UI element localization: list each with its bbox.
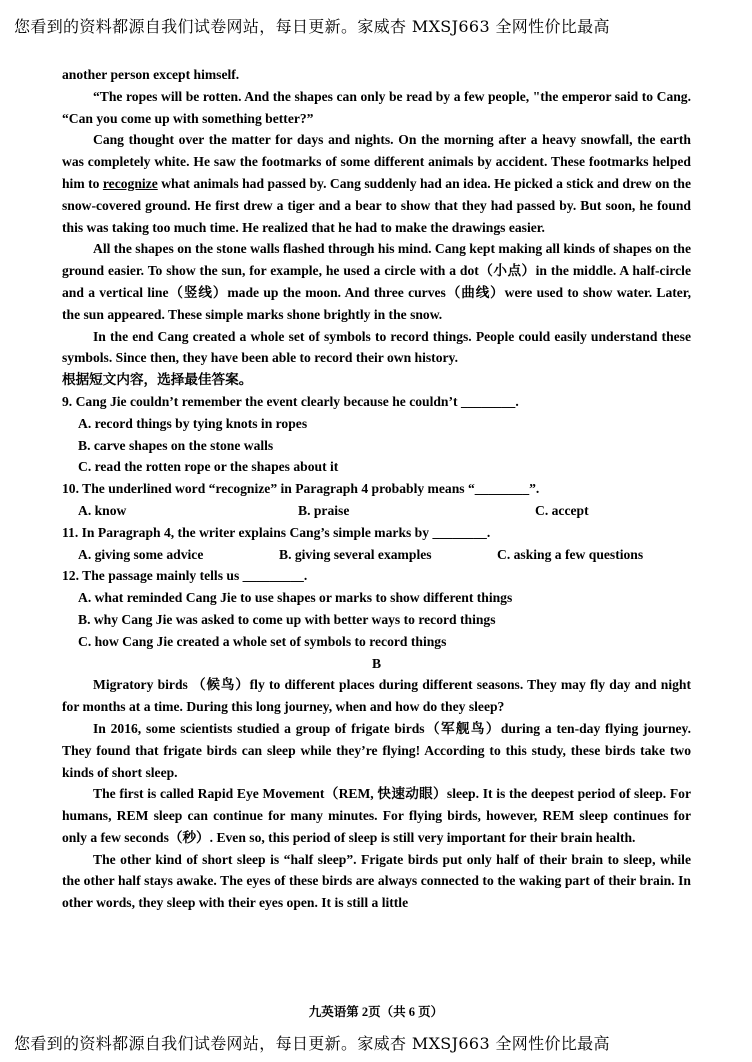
question-10-options xyxy=(62,500,691,522)
page-content xyxy=(62,64,691,914)
passage-b-paragraph-1: Migratory birds （候鸟）fly to different places during different seasons. They may fly day and night for months at a time. During this long journey, when and how do they sleep? xyxy=(62,677,691,715)
passage-b-paragraph-4: The other kind of short sleep is “half sleep”. Frigate birds put only half of their brain to sleep, while the other half stays awake. The eyes of these birds are always connected to the waking part of their brain. In other words, they sleep with their eyes open. It is still a little xyxy=(62,851,691,911)
question-12-option-c: C. how Cang Jie created a whole set of symbols to record things xyxy=(78,633,447,649)
top-banner: 您看到的资料都源自我们试卷网站，每日更新。家威杏 MXSJ663 全网性价比最高 xyxy=(14,17,610,36)
question-12-option-a: A. what reminded Cang Jie to use shapes or marks to show different things xyxy=(78,590,513,606)
passage-b-paragraph-3: The first is called Rapid Eye Movement（REM, 快速动眼）sleep. It is the deepest period of sleep. For humans, REM sleep can continue for many minutes. For flying birds, however, REM sleep continues for only a few seconds（秒）. Even so, this period of sleep is still very important for their brain health. xyxy=(62,786,691,845)
question-9-option-a: A. record things by tying knots in ropes xyxy=(78,415,308,431)
instruction: 根据短文内容，选择最佳答案。 xyxy=(62,372,253,388)
question-11-stem: 11. In Paragraph 4, the writer explains Cang’s simple marks by ________. xyxy=(62,524,491,540)
question-10-option-c: C. accept xyxy=(535,502,589,518)
question-12-option-b: B. why Cang Jie was asked to come up with better ways to record things xyxy=(78,611,496,627)
question-10-option-b: B. praise xyxy=(298,502,350,518)
page-footer: 九英语第 2页（共 6 页） xyxy=(308,1005,444,1019)
question-12-stem: 12. The passage mainly tells us _________. xyxy=(62,568,308,584)
passage-a-paragraph-2: “The ropes will be rotten. And the shapes can only be read by a few people, "the emperor said to Cang. “Can you come up with something better?” xyxy=(62,88,691,126)
question-9-option-c: C. read the rotten rope or the shapes about it xyxy=(78,459,339,475)
passage-a-paragraph-4: All the shapes on the stone walls flashed through his mind. Cang kept making all kinds of shapes on the ground easier. To show the sun, for example, he used a circle with a dot（小点）in the middle. A half-circle and a vertical line（竖线）made up the moon. And three curves（曲线）were used to show water. Later, the sun appeared. These simple marks shone brightly in the snow. xyxy=(62,241,692,322)
paragraph-3-text-before: Cang thought over the matter for days and nights. On the morning after a heavy snowfall, the earth was completely white. He saw the footmarks of some different animals by accident. These footmarks helped him to xyxy=(62,132,691,191)
question-10-option-a: A. know xyxy=(78,502,127,518)
question-11-option-b: B. giving several examples xyxy=(279,546,432,562)
question-9-option-b: B. carve shapes on the stone walls xyxy=(78,437,274,453)
underlined-word-recognize: recognize xyxy=(102,175,158,191)
section-b-heading: B xyxy=(371,655,382,671)
question-10-stem: 10. The underlined word “recognize” in Paragraph 4 probably means “________”. xyxy=(62,481,540,497)
passage-a-paragraph-1: another person except himself. xyxy=(62,67,240,82)
question-11-option-a: A. giving some advice xyxy=(78,546,204,562)
question-9-stem: 9. Cang Jie couldn’t remember the event clearly because he couldn’t ________. xyxy=(62,393,519,409)
passage-b-paragraph-2: In 2016, some scientists studied a group of frigate birds（军舰鸟）during a ten-day flying journey. They found that frigate birds can sleep while they’re flying! According to this study, these birds take two kinds of short sleep. xyxy=(62,720,691,780)
bottom-banner: 您看到的资料都源自我们试卷网站，每日更新。家威杏 MXSJ663 全网性价比最高 xyxy=(14,1034,610,1053)
question-11-options xyxy=(62,544,691,566)
question-11-option-c: C. asking a few questions xyxy=(497,546,644,562)
paragraph-3-text-after: what animals had passed by. Cang suddenly had an idea. He picked a stick and drew on the snow-covered ground. He first drew a tiger and a bear to show that they had passed by. But soon, he found this was taking too much time. He realized that he had to make the drawings easier. xyxy=(62,175,691,235)
passage-a-paragraph-5: In the end Cang created a whole set of symbols to record things. People could easily understand these symbols. Since then, they have been able to record their own history. xyxy=(62,328,691,366)
passage-a-paragraph-3 xyxy=(62,129,691,238)
